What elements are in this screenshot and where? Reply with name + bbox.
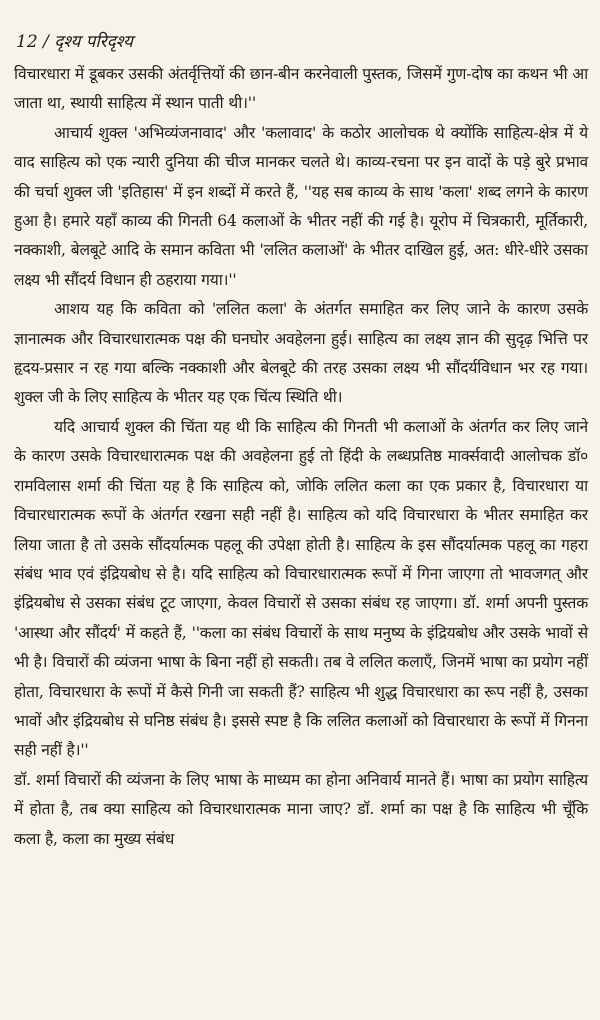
running-header [16, 30, 588, 54]
header-separator: / [43, 32, 49, 52]
paragraph: आचार्य शुक्ल 'अभिव्यंजनावाद' और 'कलावाद' के कठोर आलोचक थे क्योंकि साहित्य-क्षेत्र में ये वाद साहित्य को एक न्यारी दुनिया की चीज मानकर चलते थे। काव्य-रचना पर इन वादों के पड़े बुरे प्रभाव की चर्चा शुक्ल जी 'इतिहास' में इन शब्दों में करते हैं, ''यह सब काव्य के साथ 'कला' शब्द लगने के कारण हुआ है। हमारे यहाँ काव्य की गिनती 64 कलाओं के भीतर नहीं की गई है। यूरोप में चित्रकारी, मूर्तिकारी, नक्काशी, बेलबूटे आदि के समान कविता भी 'ललित कलाओं' के भीतर दाखिल हुई, अत: धीरे-धीरे उसका लक्ष्य भी सौंदर्य विधान ही ठहराया गया।'' [14, 123, 588, 289]
page-number: 12 [16, 32, 38, 52]
paragraph: यदि आचार्य शुक्ल की चिंता यह थी कि साहित्य की गिनती भी कलाओं के अंतर्गत कर लिए जाने के कारण उसके विचारधारात्मक पक्ष की अवहेलना हुई तो हिंदी के लब्धप्रतिष्ठ मार्क्सवादी आलोचक डॉ० रामविलास शर्मा की चिंता यह है कि साहित्य को, जोकि ललित कला का एक प्रकार है, विचारधारा या विचारधारात्मक रूपों के अंतर्गत रखना सही नहीं है। साहित्य को यदि विचारधारा के भीतर समाहित कर लिया जाता है तो उसके सौंदर्यात्मक पहलू की उपेक्षा होती है। साहित्य के इस सौंदर्यात्मक पहलू का गहरा संबंध भाव एवं इंद्रियबोध से है। यदि साहित्य को विचारधारात्मक रूपों में गिना जाएगा तो भावजगत् और इंद्रियबोध से उसका संबंध टूट जाएगा, केवल विचारों से उसका संबंध रह जाएगा। डॉ. शर्मा अपनी पुस्तक 'आस्था और सौंदर्य' में कहते हैं, ''कला का संबंध विचारों के साथ मनुष्य के इंद्रियबोध और उसके भावों से भी है। विचारों की व्यंजना भाषा के बिना नहीं हो सकती। तब वे ललित कलाएँ, जिनमें भाषा का प्रयोग नहीं होता, विचारधारा के रूपों में कैसे गिनी जा सकती हैं? साहित्य भी शुद्ध विचारधारा का रूप नहीं है, उसका भावों और इंद्रियबोध से घनिष्ठ संबंध है। इससे स्पष्ट है कि ललित कलाओं को विचारधारा के रूपों में गिनना सही नहीं है।'' [14, 417, 588, 760]
paragraph: डॉ. शर्मा विचारों की व्यंजना के लिए भाषा के माध्यम का होना अनिवार्य मानते हैं। भाषा का प्रयोग साहित्य में होता है, तब क्या साहित्य को विचारधारात्मक माना जाए? डॉ. शर्मा का पक्ष है कि साहित्य भी चूँकि कला है, कला का मुख्य संबंध [14, 770, 588, 848]
paragraph-continued: विचारधारा में डूबकर उसकी अंतर्वृत्तियों की छान-बीन करनेवाली पुस्तक, जिसमें गुण-दोष का कथन भी आ जाता था, स्थायी साहित्य में स्थान पाती थी।'' [14, 65, 588, 113]
running-title: दृश्य परिदृश्य [54, 32, 133, 52]
paragraph: आशय यह कि कविता को 'ललित कला' के अंतर्गत समाहित कर लिए जाने के कारण उसके ज्ञानात्मक और विचारधारात्मक पक्ष की घनघोर अवहेलना हुई। साहित्य का लक्ष्य ज्ञान की सुदृढ़ भित्ति पर हृदय-प्रसार न रह गया बल्कि नक्काशी और बेलबूटे की तरह उसका लक्ष्य भी सौंदर्यविधान भर रह गया। शुक्ल जी के लिए साहित्य के भीतर यह एक चिंत्य स्थिति थी। [14, 300, 588, 407]
